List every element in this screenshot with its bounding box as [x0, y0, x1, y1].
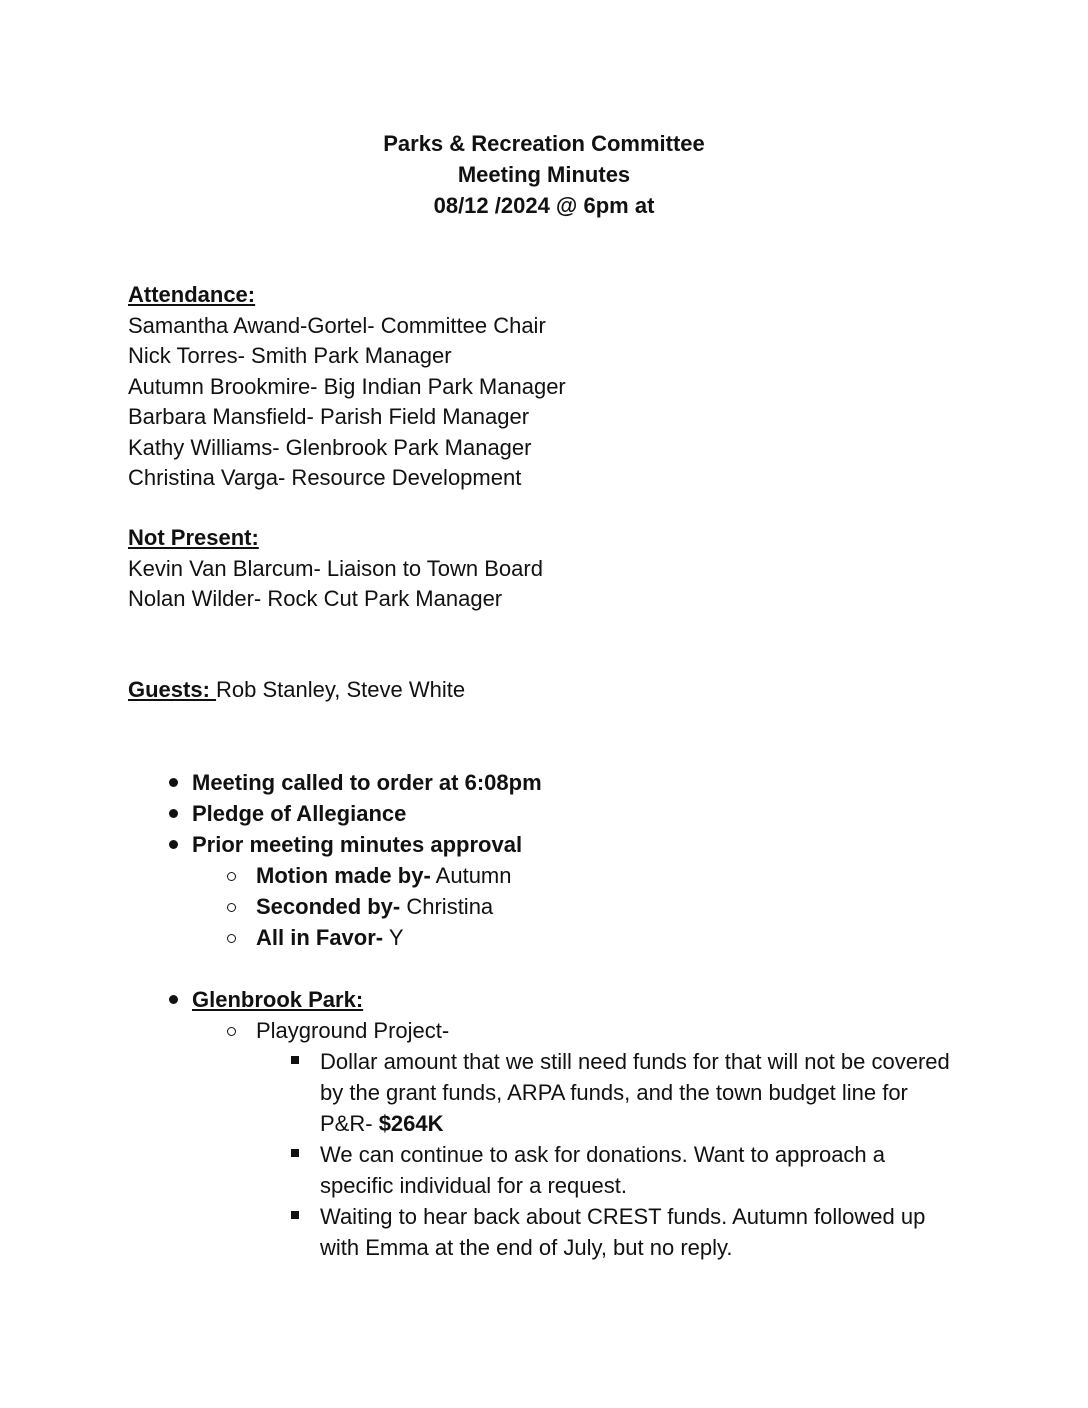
attendee: Kathy Williams- Glenbrook Park Manager [128, 434, 532, 460]
bullet-square-icon [291, 1056, 299, 1064]
list-item [128, 1139, 958, 1201]
attendee: Nick Torres- Smith Park Manager [128, 343, 452, 368]
agenda-item-pledge: Pledge of Allegiance [192, 801, 407, 826]
guests-section [128, 675, 465, 706]
seconded-label: Seconded by- [256, 894, 401, 919]
agenda-list [128, 767, 958, 1263]
document-type: Meeting Minutes [457, 162, 631, 187]
seconded-value: Christina [400, 894, 494, 919]
list-item [128, 1046, 958, 1139]
absent-member: Kevin Van Blarcum- Liaison to Town Board [128, 555, 543, 581]
favor-value: Y [383, 925, 404, 950]
guests-label: Guests: [128, 677, 217, 702]
attendee: Autumn Brookmire- Big Indian Park Manager [128, 373, 566, 399]
list-item [128, 1201, 958, 1263]
funding-amount: $264K [378, 1111, 444, 1136]
attendance-heading: Attendance: [128, 282, 256, 307]
list-item [128, 922, 958, 953]
list-item [128, 860, 958, 891]
bullet-square-icon [291, 1211, 299, 1219]
playground-project: Playground Project- [256, 1018, 450, 1043]
attendee: Samantha Awand-Gortel- Committee Chair [128, 312, 546, 338]
motion-value: Autumn [430, 863, 512, 888]
bullet-dot-icon [169, 995, 178, 1004]
absent-member: Nolan Wilder- Rock Cut Park Manager [128, 586, 503, 611]
committee-name: Parks & Recreation Committee [383, 131, 705, 156]
meeting-date: 08/12 /2024 @ 6pm at [433, 193, 655, 218]
document-title [0, 128, 1088, 221]
motion-label: Motion made by- [256, 863, 431, 888]
list-item [128, 767, 958, 798]
list-item [128, 829, 958, 860]
attendee: Barbara Mansfield- Parish Field Manager [128, 404, 530, 429]
crest-funds-note: Waiting to hear back about CREST funds. Autumn followed up with Emma at the end of July, but no reply. [320, 1204, 926, 1260]
bullet-circle-icon [227, 934, 236, 943]
attendee: Christina Varga- Resource Development [128, 465, 522, 490]
not-present-heading: Not Present: [128, 525, 259, 550]
donations-note: We can continue to ask for donations. Want to approach a specific individual for a request. [320, 1142, 886, 1198]
list-item [128, 984, 958, 1015]
agenda-item-minutes-approval: Prior meeting minutes approval [192, 832, 523, 857]
bullet-dot-icon [169, 809, 178, 818]
favor-label: All in Favor- [256, 925, 384, 950]
bullet-square-icon [291, 1149, 299, 1157]
guest-names: Rob Stanley, Steve White [216, 677, 466, 702]
bullet-circle-icon [227, 903, 236, 912]
attendance-section [128, 280, 566, 494]
bullet-circle-icon [227, 1027, 236, 1036]
funding-note: Dollar amount that we still need funds for that will not be covered by the grant funds, ARPA funds, and the town budget line for P&R- [320, 1049, 950, 1136]
list-item [128, 798, 958, 829]
list-item [128, 891, 958, 922]
bullet-dot-icon [169, 778, 178, 787]
not-present-section [128, 523, 543, 615]
glenbrook-heading: Glenbrook Park: [192, 987, 364, 1012]
bullet-circle-icon [227, 872, 236, 881]
list-item [128, 1015, 958, 1046]
agenda-item-call-to-order: Meeting called to order at 6:08pm [192, 770, 542, 795]
bullet-dot-icon [169, 840, 178, 849]
